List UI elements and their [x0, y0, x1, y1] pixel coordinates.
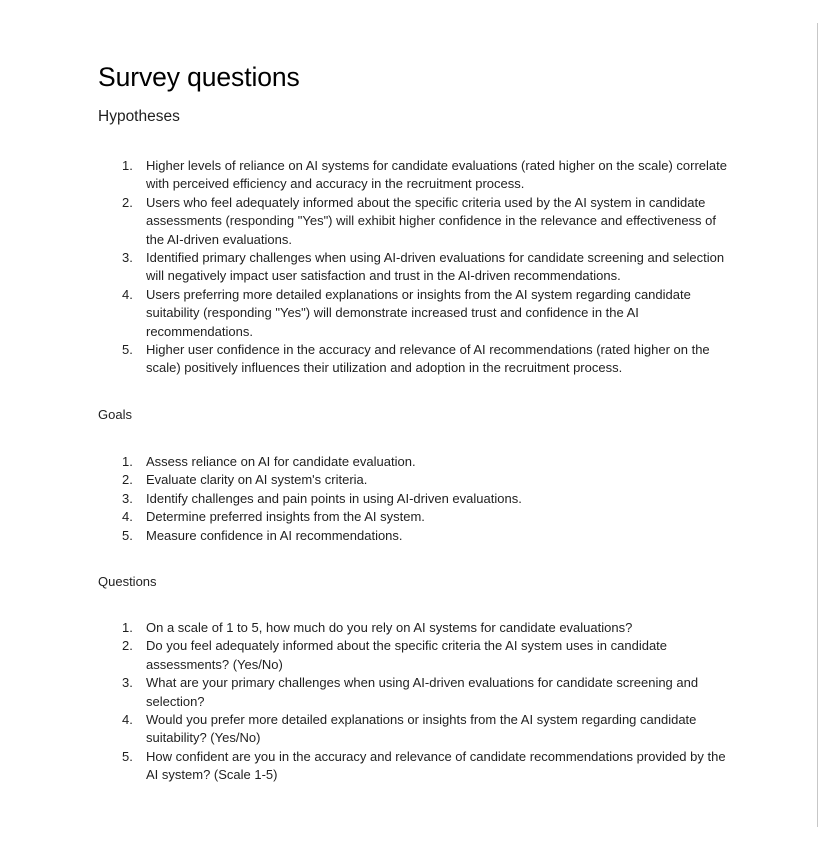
page-edge-divider [817, 23, 818, 827]
question-text: Do you feel adequately informed about the specific criteria the AI system uses in candidate assessments? (Yes/No) [146, 638, 668, 672]
list-number: 5. [122, 748, 133, 764]
document-title: Survey questions [98, 62, 300, 92]
hypothesis-text: Higher user confidence in the accuracy and relevance of AI recommendations (rated higher on the scale) positively influences their utilization and adoption in the recruitment process. [146, 342, 710, 376]
list-number: 3. [122, 675, 133, 691]
hypothesis-text: Identified primary challenges when using AI-driven evaluations for candidate screening and selection will negatively impact user satisfaction and trust in the AI-driven recommendations. [146, 250, 725, 284]
question-text: On a scale of 1 to 5, how much do you rely on AI systems for candidate evaluations? [146, 620, 633, 635]
list-number: 2. [122, 472, 133, 488]
goal-item [98, 527, 598, 545]
list-number: 1. [122, 158, 133, 173]
goal-text: Measure confidence in AI recommendations. [146, 527, 403, 543]
goals-list [98, 453, 598, 545]
question-item [98, 674, 728, 711]
hypothesis-item [98, 157, 728, 194]
list-number: 1. [122, 454, 133, 469]
goals-heading: Goals [98, 407, 132, 422]
list-number: 5. [122, 527, 133, 543]
list-number: 2. [122, 194, 133, 210]
goal-text: Determine preferred insights from the AI system. [146, 509, 425, 525]
questions-list [98, 619, 728, 785]
list-number: 3. [122, 490, 133, 506]
hypotheses-heading: Hypotheses [98, 108, 180, 125]
question-text: What are your primary challenges when using AI-driven evaluations for candidate screening and selection? [146, 675, 699, 709]
hypothesis-text: Users who feel adequately informed about the specific criteria used by the AI system in candidate assessments (responding "Yes") will exhibit higher confidence in the relevance and effectiveness of the AI-driven evaluations. [146, 194, 717, 247]
question-text: How confident are you in the accuracy and relevance of candidate recommendations provided by the AI system? (Scale 1-5) [146, 748, 726, 783]
hypothesis-item [98, 341, 728, 378]
hypothesis-text: Users preferring more detailed explanations or insights from the AI system regarding candidate suitability (responding "Yes") will demonstrate increased trust and confidence in the AI recommendations. [146, 286, 691, 339]
hypothesis-item [98, 249, 728, 286]
hypothesis-item [98, 194, 728, 249]
goal-text: Identify challenges and pain points in using AI-driven evaluations. [146, 490, 522, 506]
goal-item [98, 471, 598, 489]
list-number: 5. [122, 342, 133, 358]
questions-heading: Questions [98, 574, 157, 589]
question-item [98, 637, 728, 674]
question-item [98, 619, 728, 637]
list-number: 2. [122, 638, 133, 654]
goal-item [98, 508, 598, 526]
question-item [98, 711, 728, 748]
question-text: Would you prefer more detailed explanations or insights from the AI system regarding candidate suitability? (Yes/No) [146, 712, 697, 746]
list-number: 4. [122, 509, 133, 525]
hypotheses-list [98, 157, 728, 378]
list-number: 4. [122, 712, 133, 728]
hypothesis-item [98, 286, 728, 341]
goal-text: Assess reliance on AI for candidate evaluation. [146, 454, 416, 469]
hypothesis-text: Higher levels of reliance on AI systems for candidate evaluations (rated higher on the scale) correlate with perceived efficiency and accuracy in the recruitment process. [146, 158, 727, 192]
goal-text: Evaluate clarity on AI system's criteria. [146, 472, 368, 488]
list-number: 1. [122, 620, 133, 635]
goal-item [98, 453, 598, 471]
question-item [98, 748, 728, 785]
goal-item [98, 490, 598, 508]
list-number: 3. [122, 250, 133, 266]
list-number: 4. [122, 286, 133, 302]
